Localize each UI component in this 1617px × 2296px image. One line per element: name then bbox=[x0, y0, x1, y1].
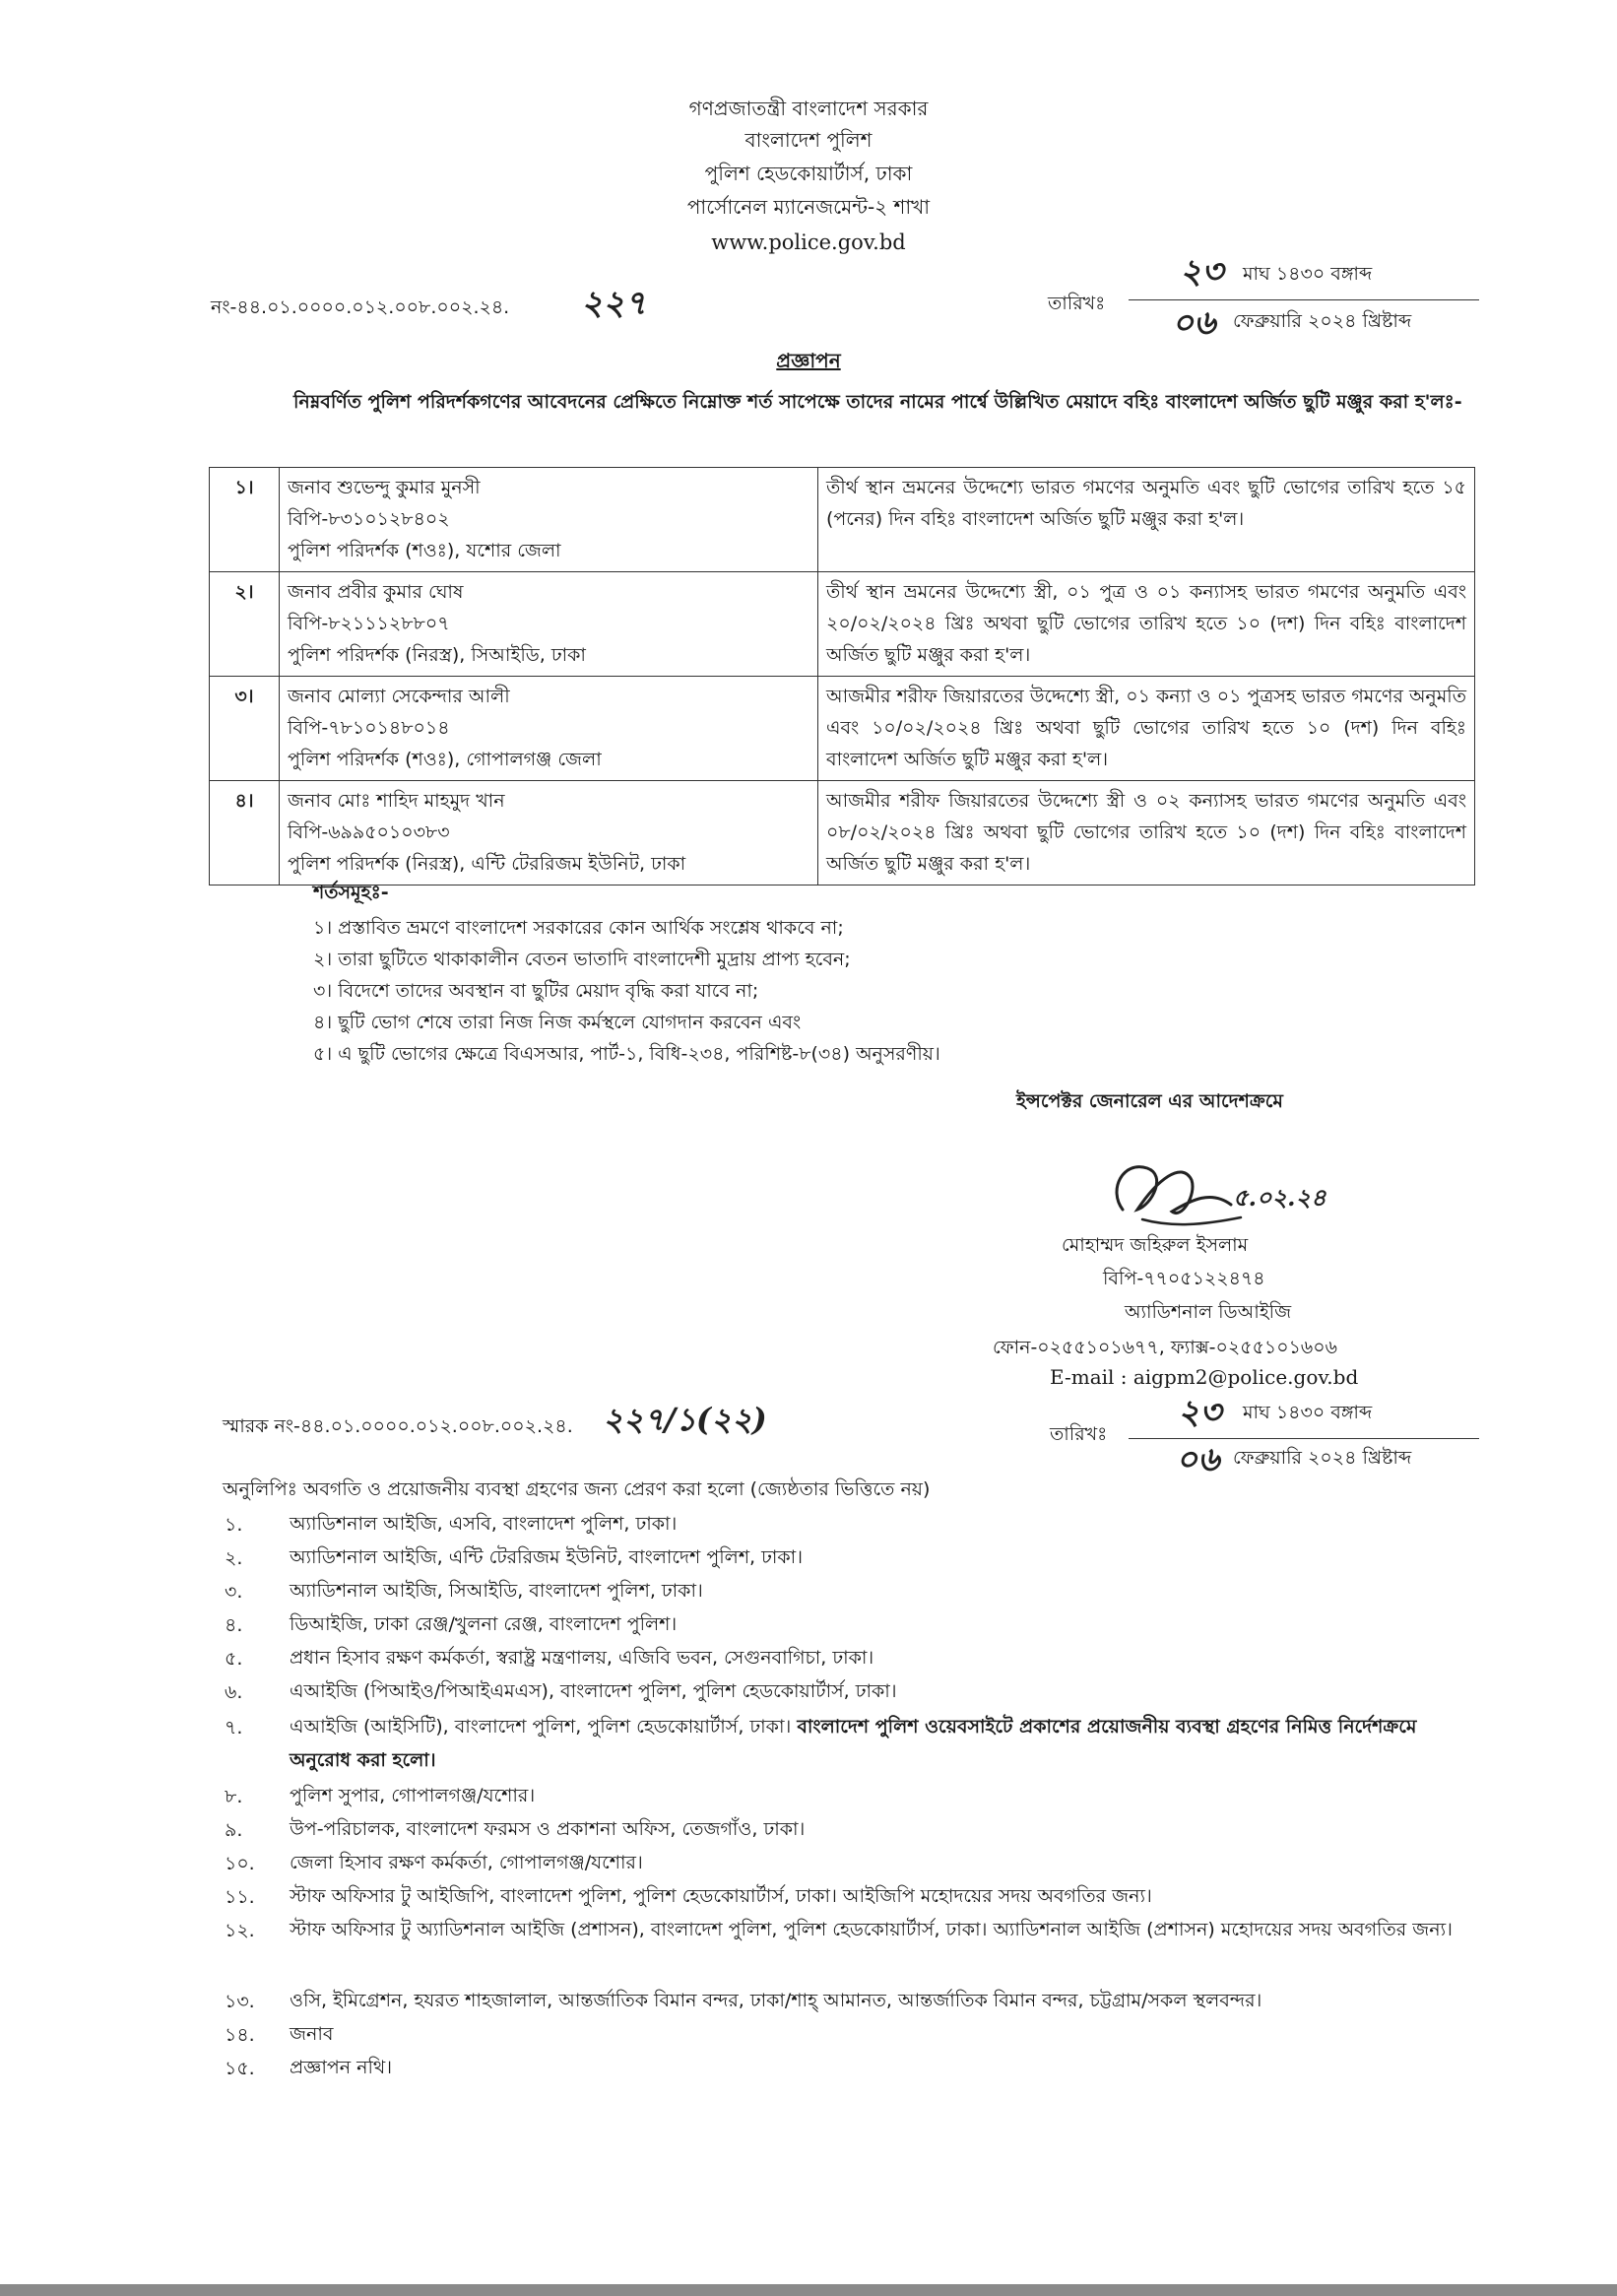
copy-number: ১৫. bbox=[225, 2058, 255, 2079]
copy-item: প্রজ্ঞাপন নথি। bbox=[290, 2057, 393, 2078]
officer-bp: বিপি-৭৮১০১৪৮০১৪ bbox=[288, 717, 450, 739]
copy-item bbox=[290, 1710, 1471, 1777]
leave-detail: তীর্থ স্থান ভ্রমনের উদ্দেশ্যে স্ত্রী, ০১ পুত্র ও ০১ কন্যাসহ ভারত গমণের অনুমতি এবং ২০/০২/২০২৪ খ্রিঃ অথবা ছুটি ভোগের তারিখ হতে ১০ (দশ) দিন বহিঃ বাংলাদেশ অর্জিত ছুটি মঞ্জুর করা হ'ল। bbox=[818, 572, 1475, 677]
memo-date-day-bangla: ২৩ bbox=[1180, 252, 1224, 292]
leave-grant-table bbox=[209, 467, 1475, 886]
copy-number: ১০. bbox=[225, 1853, 255, 1874]
order-line: ইন্সপেক্টর জেনারেল এর আদেশক্রমে bbox=[1016, 1090, 1283, 1112]
header-website[interactable]: www.police.gov.bd bbox=[711, 230, 906, 254]
signatory-name: মোহাম্মদ জহিরুল ইসলাম bbox=[1062, 1234, 1249, 1256]
copy-item: স্টাফ অফিসার টু আইজিপি, বাংলাদেশ পুলিশ, পুলিশ হেডকোয়ার্টার্স, ঢাকা। আইজিপি মহোদয়ের সদয় অবগতির জন্য। bbox=[290, 1885, 1152, 1907]
copy-item: উপ-পরিচালক, বাংলাদেশ ফরমস ও প্রকাশনা অফিস, তেজগাঁও, ঢাকা। bbox=[290, 1818, 806, 1840]
signature-mark bbox=[1103, 1150, 1251, 1239]
condition-item: ১। প্রস্তাবিত ভ্রমণে বাংলাদেশ সরকারের কোন আর্থিক সংশ্লেষ থাকবে না; bbox=[313, 917, 844, 939]
signature-date: ৫.০২.২৪ bbox=[1233, 1183, 1326, 1212]
signatory-bp: বিপি-৭৭০৫১২২৪৭৪ bbox=[1103, 1268, 1265, 1289]
condition-item: ৪। ছুটি ভোগ শেষে তারা নিজ নিজ কর্মস্থলে যোগদান করবেন এবং bbox=[313, 1012, 802, 1033]
smarok-date-month-bangla: মাঘ ১৪৩০ বঙ্গাব্দ bbox=[1243, 1402, 1373, 1423]
memo-date-label: তারিখঃ bbox=[1048, 293, 1106, 314]
notice-intro: নিম্নবর্ণিত পুলিশ পরিদর্শকগণের আবেদনের প্রেক্ষিতে নিম্নোক্ত শর্ত সাপেক্ষে তাদের নামের পার্শ্বে উল্লিখিত মেয়াদে বহিঃ বাংলাদেশ অর্জিত ছুটি মঞ্জুর করা হ'লঃ- bbox=[293, 391, 1462, 413]
officer-cell bbox=[280, 468, 818, 572]
officer-name: জনাব শুভেন্দু কুমার মুনসী bbox=[288, 477, 481, 498]
officer-post: পুলিশ পরিদর্শক (নিরস্ত্র), সিআইডি, ঢাকা bbox=[288, 644, 586, 666]
row-number: ১। bbox=[210, 468, 280, 572]
memo-date-month-bangla: মাঘ ১৪৩০ বঙ্গাব্দ bbox=[1243, 263, 1373, 285]
copy-item: স্টাফ অফিসার টু অ্যাডিশনাল আইজি (প্রশাসন), বাংলাদেশ পুলিশ, পুলিশ হেডকোয়ার্টার্স, ঢাকা। অ্যাডিশনাল আইজি (প্রশাসন) মহোদয়ের সদয় অবগতির জন্য। bbox=[290, 1919, 1453, 1940]
copy-item-text: এআইজি (আইসিটি), বাংলাদেশ পুলিশ, পুলিশ হেডকোয়ার্টার্স, ঢাকা। bbox=[290, 1716, 792, 1738]
officer-post: পুলিশ পরিদর্শক (শওঃ), যশোর জেলা bbox=[288, 540, 561, 561]
memo-date-day-english: ০৬ bbox=[1172, 303, 1216, 343]
header-hq: পুলিশ হেডকোয়ার্টার্স, ঢাকা bbox=[704, 162, 913, 185]
officer-name: জনাব প্রবীর কুমার ঘোষ bbox=[288, 581, 464, 603]
condition-item: ২। তারা ছুটিতে থাকাকালীন বেতন ভাতাদি বাংলাদেশী মুদ্রায় প্রাপ্য হবেন; bbox=[313, 949, 851, 970]
leave-detail: আজমীর শরীফ জিয়ারতের উদ্দেশ্যে স্ত্রী ও ০২ কন্যাসহ ভারত গমণের অনুমতি এবং ০৮/০২/২০২৪ খ্রিঃ অথবা ছুটি ভোগের তারিখ হতে ১০ (দশ) দিন বহিঃ বাংলাদেশ অর্জিত ছুটি মঞ্জুর করা হ'ল। bbox=[818, 781, 1475, 886]
table-row bbox=[210, 572, 1475, 677]
copy-item: অ্যাডিশনাল আইজি, সিআইডি, বাংলাদেশ পুলিশ, ঢাকা। bbox=[290, 1580, 703, 1602]
copy-number: ১২. bbox=[225, 1920, 255, 1941]
officer-name: জনাব মোল্যা সেকেন্দার আলী bbox=[288, 686, 510, 707]
copy-number: ৪. bbox=[225, 1614, 243, 1636]
smarok-date-day-english: ০৬ bbox=[1176, 1440, 1220, 1479]
smarok-date-label: তারিখঃ bbox=[1050, 1423, 1108, 1445]
copy-item: অ্যাডিশনাল আইজি, এন্টি টেররিজম ইউনিট, বাংলাদেশ পুলিশ, ঢাকা। bbox=[290, 1546, 803, 1568]
header-police: বাংলাদেশ পুলিশ bbox=[744, 128, 873, 152]
copy-number: ৮. bbox=[225, 1786, 243, 1807]
copy-item: পুলিশ সুপার, গোপালগঞ্জ/যশোর। bbox=[290, 1785, 536, 1806]
copy-number: ৫. bbox=[225, 1648, 243, 1670]
header-government: গণপ্রজাতন্ত্রী বাংলাদেশ সরকার bbox=[688, 97, 929, 120]
scan-bottom-edge bbox=[0, 2284, 1617, 2296]
memo-handwritten-number: ২২৭ bbox=[581, 284, 647, 323]
copy-item: ওসি, ইমিগ্রেশন, হযরত শাহজালাল, আন্তর্জাতিক বিমান বন্দর, ঢাকা/শাহ্ আমানত, আন্তর্জাতিক বিমান বন্দর, চট্টগ্রাম/সকল স্থলবন্দর। bbox=[290, 1990, 1262, 2011]
copy-item: এআইজি (পিআইও/পিআইএমএস), বাংলাদেশ পুলিশ, পুলিশ হেডকোয়ার্টার্স, ঢাকা। bbox=[290, 1680, 897, 1702]
copy-number: ১৪. bbox=[225, 2024, 255, 2046]
leave-detail: আজমীর শরীফ জিয়ারতের উদ্দেশ্যে স্ত্রী, ০১ কন্যা ও ০১ পুত্রসহ ভারত গমণের অনুমতি এবং ১০/০২/২০২৪ খ্রিঃ অথবা ছুটি ভোগের তারিখ হতে ১০ (দশ) দিন বহিঃ বাংলাদেশ অর্জিত ছুটি মঞ্জুর করা হ'ল। bbox=[818, 677, 1475, 781]
smarok-date-month-english: ফেব্রুয়ারি ২০২৪ খ্রিষ্টাব্দ bbox=[1233, 1447, 1412, 1469]
copy-number: ৩. bbox=[225, 1581, 243, 1603]
officer-cell bbox=[280, 781, 818, 886]
officer-cell bbox=[280, 572, 818, 677]
officer-bp: বিপি-৮৩১০১২৮৪০২ bbox=[288, 508, 450, 530]
copy-number: ৭. bbox=[225, 1717, 243, 1738]
copy-item-request: বাংলাদেশ পুলিশ ওয়েবসাইটে প্রকাশের প্রয়োজনীয় ব্যবস্থা গ্রহণের নিমিত্ত নির্দেশক্রমে অনুরোধ করা হলো। bbox=[290, 1716, 1417, 1771]
officer-post: পুলিশ পরিদর্শক (শওঃ), গোপালগঞ্জ জেলা bbox=[288, 749, 602, 770]
copy-number: ২. bbox=[225, 1547, 243, 1569]
signatory-designation: অ্যাডিশনাল ডিআইজি bbox=[1125, 1301, 1292, 1323]
row-number: ৩। bbox=[210, 677, 280, 781]
notice-title: প্রজ্ঞাপন bbox=[776, 349, 841, 372]
table-row bbox=[210, 468, 1475, 572]
copy-item: জেলা হিসাব রক্ষণ কর্মকর্তা, গোপালগঞ্জ/যশোর। bbox=[290, 1852, 643, 1873]
copy-number: ৯. bbox=[225, 1819, 243, 1841]
copy-item: প্রধান হিসাব রক্ষণ কর্মকর্তা, স্বরাষ্ট্র মন্ত্রণালয়, এজিবি ভবন, সেগুনবাগিচা, ঢাকা। bbox=[290, 1647, 874, 1669]
conditions-heading: শর্তসমূহঃ- bbox=[313, 882, 389, 903]
row-number: ৪। bbox=[210, 781, 280, 886]
smarok-handwritten-number: ২২৭/১(২২) bbox=[603, 1401, 767, 1438]
condition-item: ৩। বিদেশে তাদের অবস্থান বা ছুটির মেয়াদ বৃদ্ধি করা যাবে না; bbox=[313, 980, 759, 1002]
table-row bbox=[210, 781, 1475, 886]
officer-bp: বিপি-৮২১১১২৮৮০৭ bbox=[288, 613, 450, 634]
officer-cell bbox=[280, 677, 818, 781]
signatory-email[interactable]: E-mail : aigpm2@police.gov.bd bbox=[1050, 1365, 1359, 1389]
copy-item: ডিআইজি, ঢাকা রেঞ্জ/খুলনা রেঞ্জ, বাংলাদেশ পুলিশ। bbox=[290, 1613, 678, 1635]
smarok-number: স্মারক নং-৪৪.০১.০০০০.০১২.০০৮.০০২.২৪. bbox=[223, 1415, 573, 1437]
memo-number: নং-৪৪.০১.০০০০.০১২.০০৮.০০২.২৪. bbox=[211, 296, 510, 318]
officer-post: পুলিশ পরিদর্শক (নিরস্ত্র), এন্টি টেররিজম ইউনিট, ঢাকা bbox=[288, 853, 686, 875]
memo-date-month-english: ফেব্রুয়ারি ২০২৪ খ্রিষ্টাব্দ bbox=[1233, 310, 1412, 332]
copy-number: ৬. bbox=[225, 1681, 243, 1703]
officer-bp: বিপি-৬৯৯৫০১০৩৮৩ bbox=[288, 821, 450, 843]
copy-item: অ্যাডিশনাল আইজি, এসবি, বাংলাদেশ পুলিশ, ঢাকা। bbox=[290, 1513, 678, 1535]
officer-name: জনাব মোঃ শাহিদ মাহমুদ খান bbox=[288, 790, 505, 812]
copy-number: ১. bbox=[225, 1514, 243, 1536]
copy-number: ১৩. bbox=[225, 1991, 255, 2012]
header-branch: পার্সোনেল ম্যানেজমেন্ট-২ শাখা bbox=[686, 195, 931, 219]
copy-number: ১১. bbox=[225, 1886, 255, 1908]
row-number: ২। bbox=[210, 572, 280, 677]
condition-item: ৫। এ ছুটি ভোগের ক্ষেত্রে বিএসআর, পার্ট-১, বিধি-২৩৪, পরিশিষ্ট-৮(৩৪) অনুসরণীয়। bbox=[313, 1043, 940, 1065]
leave-detail: তীর্থ স্থান ভ্রমনের উদ্দেশ্যে ভারত গমণের অনুমতি এবং ছুটি ভোগের তারিখ হতে ১৫ (পনের) দিন বহিঃ বাংলাদেশ অর্জিত ছুটি মঞ্জুর করা হ'ল। bbox=[818, 468, 1475, 572]
copies-heading: অনুলিপিঃ অবগতি ও প্রয়োজনীয় ব্যবস্থা গ্রহণের জন্য প্রেরণ করা হলো (জ্যেষ্ঠতার ভিত্তিতে নয়) bbox=[223, 1478, 931, 1500]
table-row bbox=[210, 677, 1475, 781]
copy-item: জনাব bbox=[290, 2023, 334, 2045]
signatory-phone: ফোন-০২৫৫১০১৬৭৭, ফ্যাক্স-০২৫৫১০১৬০৬ bbox=[993, 1337, 1337, 1358]
smarok-date-day-bangla: ২৩ bbox=[1178, 1393, 1222, 1432]
